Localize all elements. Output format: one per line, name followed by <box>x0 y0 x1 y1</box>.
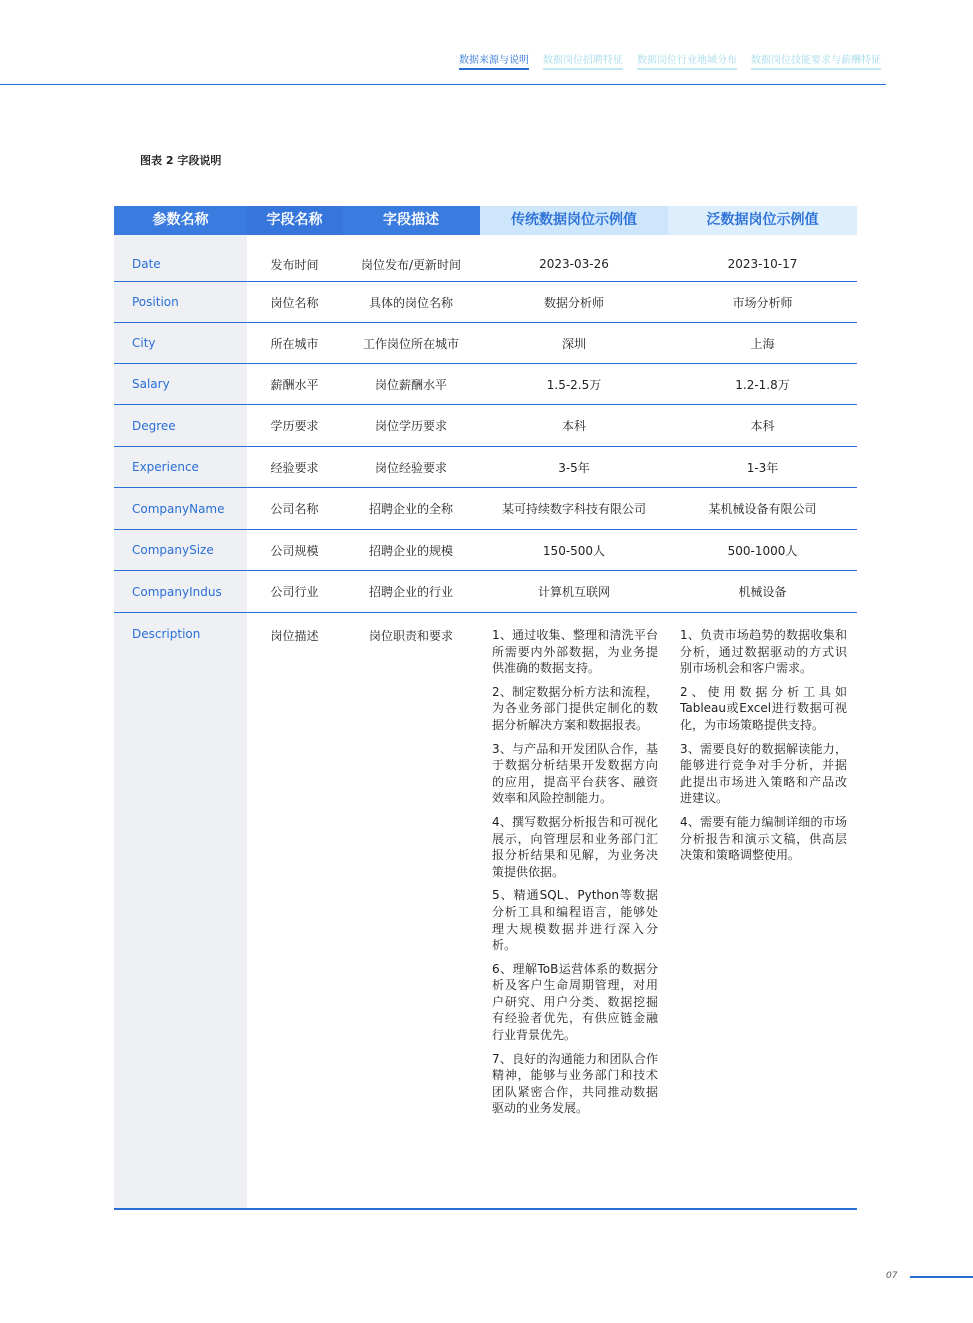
description-paragraph: 1、负责市场趋势的数据收集和分析，通过数据驱动的方式识别市场机会和客户需求。 <box>680 628 847 676</box>
broad-value-cell: 2023-10-17 <box>727 257 798 271</box>
broad-value-cell: 市场分析师 <box>732 295 793 310</box>
field-cell: 发布时间 <box>270 257 319 272</box>
header-traditional-example: 传统数据岗位示例值 <box>480 206 668 235</box>
desc-cell: 岗位经验要求 <box>374 460 447 475</box>
traditional-value-cell: 深圳 <box>561 336 586 351</box>
nav-tab-industry-region[interactable]: 数据岗位行业地域分布 <box>637 51 737 70</box>
table-row <box>114 405 857 447</box>
description-paragraph: 3、需要良好的数据解读能力，能够进行竞争对手分析，并据此提出市场进入策略和产品改进建议。 <box>680 741 847 806</box>
param-cell: CompanyIndus <box>114 571 247 612</box>
description-paragraph: 3、与产品和开发团队合作，基于数据分析结果开发数据方向的应用，提高平台获客、融资效率和风险控制能力。 <box>492 741 658 806</box>
desc-cell: 岗位职责和要求 <box>368 629 453 643</box>
param-cell: Position <box>114 282 247 322</box>
param-cell: City <box>114 323 247 363</box>
header-field-name: 字段名称 <box>247 206 342 235</box>
desc-cell: 招聘企业的行业 <box>368 585 453 599</box>
traditional-value-cell: 150-500人 <box>542 543 606 558</box>
field-cell: 岗位描述 <box>270 629 319 643</box>
field-cell: 公司名称 <box>270 502 319 516</box>
traditional-value-cell: 2023-03-26 <box>539 257 609 271</box>
param-cell: Date <box>114 235 247 281</box>
broad-description-cell <box>668 613 857 1208</box>
desc-cell: 招聘企业的全称 <box>368 502 453 516</box>
param-cell: Salary <box>114 364 247 404</box>
description-paragraph: 5、精通SQL、Python等数据分析工具和编程语言，能够处理大规模数据并进行深入分析。 <box>492 888 658 953</box>
nav-tab-data-source[interactable]: 数据来源与说明 <box>459 51 529 70</box>
description-paragraph: 6、理解ToB运营体系的数据分析及客户生命周期管理，对用户研究、用户分类、数据挖掘有经验者优先，有供应链金融行业背景优先。 <box>492 961 658 1043</box>
table-row <box>114 447 857 488</box>
broad-value-cell: 某机械设备有限公司 <box>708 502 817 516</box>
header-param-name: 参数名称 <box>114 206 247 235</box>
broad-value-cell: 1-3年 <box>746 460 779 475</box>
broad-value-cell: 机械设备 <box>738 585 787 599</box>
traditional-value-cell: 计算机互联网 <box>537 585 610 599</box>
description-paragraph: 2、使用数据分析工具如Tableau或Excel进行数据可视化，为市场策略提供支持。 <box>680 684 847 732</box>
param-cell: CompanyName <box>114 488 247 529</box>
desc-cell: 岗位学历要求 <box>374 419 447 433</box>
table-row <box>114 364 857 405</box>
section-nav <box>459 51 881 70</box>
description-paragraph: 4、撰写数据分析报告和可视化展示，向管理层和业务部门汇报分析结果和见解，为业务决策提供依据。 <box>492 814 658 879</box>
description-paragraph: 7、良好的沟通能力和团队合作精神，能够与业务部门和技术团队紧密合作，共同推动数据驱动的业务发展。 <box>492 1051 658 1116</box>
traditional-value-cell: 某可持续数字科技有限公司 <box>501 502 646 516</box>
traditional-value-cell: 数据分析师 <box>543 295 604 310</box>
table-body <box>114 235 857 1210</box>
description-paragraph: 1、通过收集、整理和清洗平台所需要内外部数据，为业务提供准确的数据支持。 <box>492 628 658 676</box>
table-row <box>114 488 857 530</box>
table-row <box>114 571 857 613</box>
field-cell: 学历要求 <box>270 419 319 433</box>
nav-tab-skills-salary[interactable]: 数据岗位技能要求与薪酬特征 <box>751 51 881 70</box>
field-cell: 经验要求 <box>270 460 319 475</box>
desc-cell: 岗位发布/更新时间 <box>360 257 462 272</box>
param-cell: Degree <box>114 405 247 446</box>
figure-title: 图表 2 字段说明 <box>140 154 222 167</box>
traditional-value-cell: 1.5-2.5万 <box>546 377 602 392</box>
page-number-rule <box>910 1276 973 1278</box>
desc-cell: 岗位薪酬水平 <box>374 377 447 392</box>
field-cell: 薪酬水平 <box>270 377 319 392</box>
table-row <box>114 323 857 364</box>
description-row <box>114 613 857 1210</box>
traditional-description-cell <box>480 613 668 1208</box>
traditional-value-cell: 3-5年 <box>558 460 590 475</box>
field-cell: 公司规模 <box>270 543 319 558</box>
broad-value-cell: 上海 <box>750 336 775 351</box>
table-row <box>114 282 857 323</box>
description-paragraph: 2、制定数据分析方法和流程，为各业务部门提供定制化的数据分析解决方案和数据报表。 <box>492 684 658 732</box>
table-header <box>114 206 857 235</box>
field-cell: 岗位名称 <box>270 295 319 310</box>
header-broad-example: 泛数据岗位示例值 <box>668 206 857 235</box>
desc-cell: 具体的岗位名称 <box>368 295 453 310</box>
table-row <box>114 235 857 282</box>
field-cell: 公司行业 <box>270 585 319 599</box>
header-field-desc: 字段描述 <box>342 206 480 235</box>
description-paragraph: 4、需要有能力编制详细的市场分析报告和演示文稿，供高层决策和策略调整使用。 <box>680 814 847 863</box>
param-cell: Experience <box>114 447 247 487</box>
field-cell: 所在城市 <box>270 336 319 351</box>
broad-value-cell: 本科 <box>750 419 775 433</box>
desc-cell: 招聘企业的规模 <box>368 543 453 558</box>
page-number: 07 <box>886 1271 898 1281</box>
param-cell: Description <box>114 613 247 1208</box>
table-row <box>114 530 857 571</box>
broad-value-cell: 500-1000人 <box>727 543 798 558</box>
traditional-value-cell: 本科 <box>561 419 586 433</box>
desc-cell: 工作岗位所在城市 <box>362 336 459 351</box>
header-divider <box>0 84 886 85</box>
nav-tab-recruitment-features[interactable]: 数据岗位招聘特征 <box>543 51 623 70</box>
param-cell: CompanySize <box>114 530 247 570</box>
broad-value-cell: 1.2-1.8万 <box>735 377 790 392</box>
field-description-table <box>114 206 857 1210</box>
